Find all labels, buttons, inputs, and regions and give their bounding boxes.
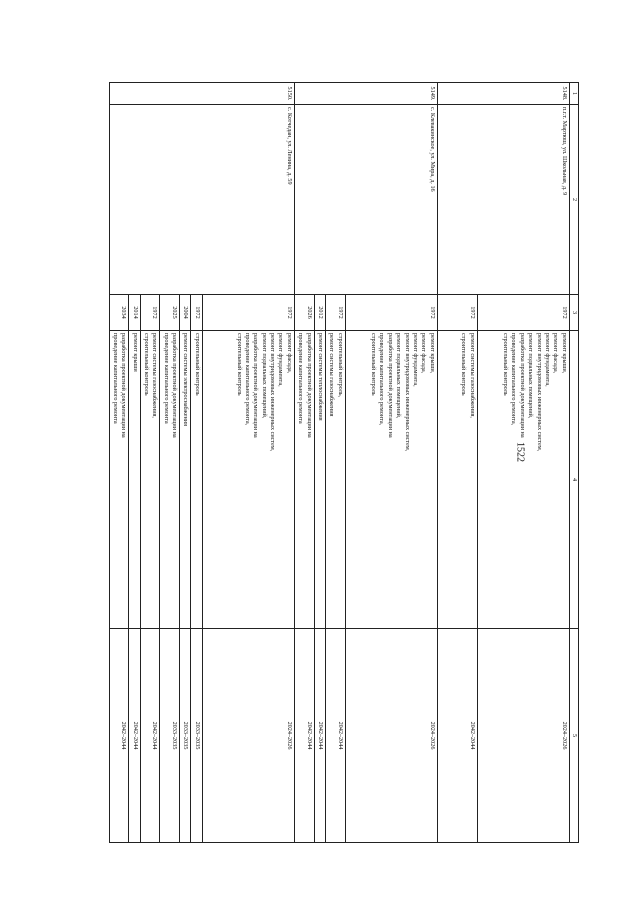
work-cell (325, 331, 345, 629)
repair-period: 2042–2044 (109, 629, 129, 843)
table-row (345, 83, 437, 843)
work-description: ремонт крыши, ремонт фасада, ремонт фундамента, ремонт внутридомовых инженерных систем, ремонт подвальных помещений, разработка проектной документации на проведение капитального ремонта, строительный контроль (370, 333, 436, 452)
work-description: ремонт системы электроснабжения (182, 333, 190, 426)
repair-period: 2024–2026 (202, 629, 294, 843)
repair-period: 2042–2044 (437, 629, 477, 843)
construction-year: 2004 (180, 295, 191, 331)
work-description: ремонт системы теплоснабжения (316, 333, 324, 421)
page-number: 1522 (514, 442, 526, 462)
column-header: 3 (569, 295, 578, 331)
repair-period: 2042–2044 (129, 629, 140, 843)
repair-period: 2033–2035 (160, 629, 180, 843)
repair-period: 2033–2035 (180, 629, 191, 843)
work-description: ремонт фасада, ремонт фундамента, ремонт внутридомовых инженерных систем, ремонт подвальных помещений, разработка проектной документации на проведение капитального ремонта, строительный контроль (235, 333, 293, 452)
header-row (569, 83, 578, 843)
work-description: разработка проектной документации на проведение капитального ремонта (111, 333, 128, 438)
table-row (477, 83, 569, 843)
construction-year: 1972 (202, 295, 294, 331)
rotated-table-container (81, 82, 579, 842)
work-cell (202, 331, 294, 629)
repair-period: 2024–2026 (345, 629, 437, 843)
repair-period: 2042–2044 (140, 629, 160, 843)
column-header: 4 (569, 331, 578, 629)
construction-year: 1972 (345, 295, 437, 331)
work-description: разработка проектной документации на проведение капитального ремонта (297, 333, 313, 438)
work-cell (109, 331, 129, 629)
work-description: строительный контроль (193, 333, 201, 396)
work-cell (314, 331, 325, 629)
work-description: ремонт системы газоснабжения, строительный контроль (460, 333, 476, 418)
repair-period: 2042–2044 (294, 629, 314, 843)
repair-period: 2042–2044 (314, 629, 325, 843)
construction-year: 2034 (109, 295, 129, 331)
construction-year: 2025 (160, 295, 180, 331)
column-header: 5 (569, 629, 578, 843)
work-cell (345, 331, 437, 629)
work-cell (160, 331, 180, 629)
work-cell (477, 331, 569, 629)
column-header: 1 (569, 83, 578, 105)
work-cell (294, 331, 314, 629)
work-description: ремонт крыши (131, 333, 139, 372)
construction-year: 1972 (477, 295, 569, 331)
repair-period: 2024–2026 (477, 629, 569, 843)
work-cell (191, 331, 202, 629)
work-cell (180, 331, 191, 629)
construction-year: 1972 (191, 295, 202, 331)
work-description: ремонт крыши, ремонт фасада, ремонт фундамента, ремонт внутридомовых инженерных систем, ремонт подвальных помещений, разработка проектной документации на проведение капитального ремонта, строительный контроль (502, 333, 568, 452)
work-description: строительный контроль, ремонт системы газоснабжения (328, 333, 344, 417)
work-description: ремонт системы газоснабжения, строительный контроль (143, 333, 159, 418)
construction-year: 1972 (325, 295, 345, 331)
entry-address: п.г.т. Мартюш, ул. Школьная, д. 9 (437, 105, 569, 295)
construction-year: 2026 (294, 295, 314, 331)
construction-year: 2014 (129, 295, 140, 331)
construction-year: 1972 (140, 295, 160, 331)
construction-year: 2012 (314, 295, 325, 331)
entry-number: 5150. (109, 83, 294, 105)
entry-number: 5148. (437, 83, 569, 105)
repair-schedule-table (109, 82, 579, 843)
repair-period: 2042–2044 (325, 629, 345, 843)
entry-address: с. Котчедан, ул. Ленина, д. 59 (109, 105, 294, 295)
column-header: 2 (569, 105, 578, 295)
construction-year: 1972 (437, 295, 477, 331)
work-cell (129, 331, 140, 629)
entry-number: 5149. (294, 83, 437, 105)
entry-address: с. Клевакинское, ул. Мира, д. 16 (294, 105, 437, 295)
work-cell (140, 331, 160, 629)
work-cell (437, 331, 477, 629)
table-row (202, 83, 294, 843)
table-body (109, 83, 569, 843)
repair-period: 2033–2035 (191, 629, 202, 843)
work-description: разработка проектной документации на проведение капитального ремонта (162, 333, 179, 438)
